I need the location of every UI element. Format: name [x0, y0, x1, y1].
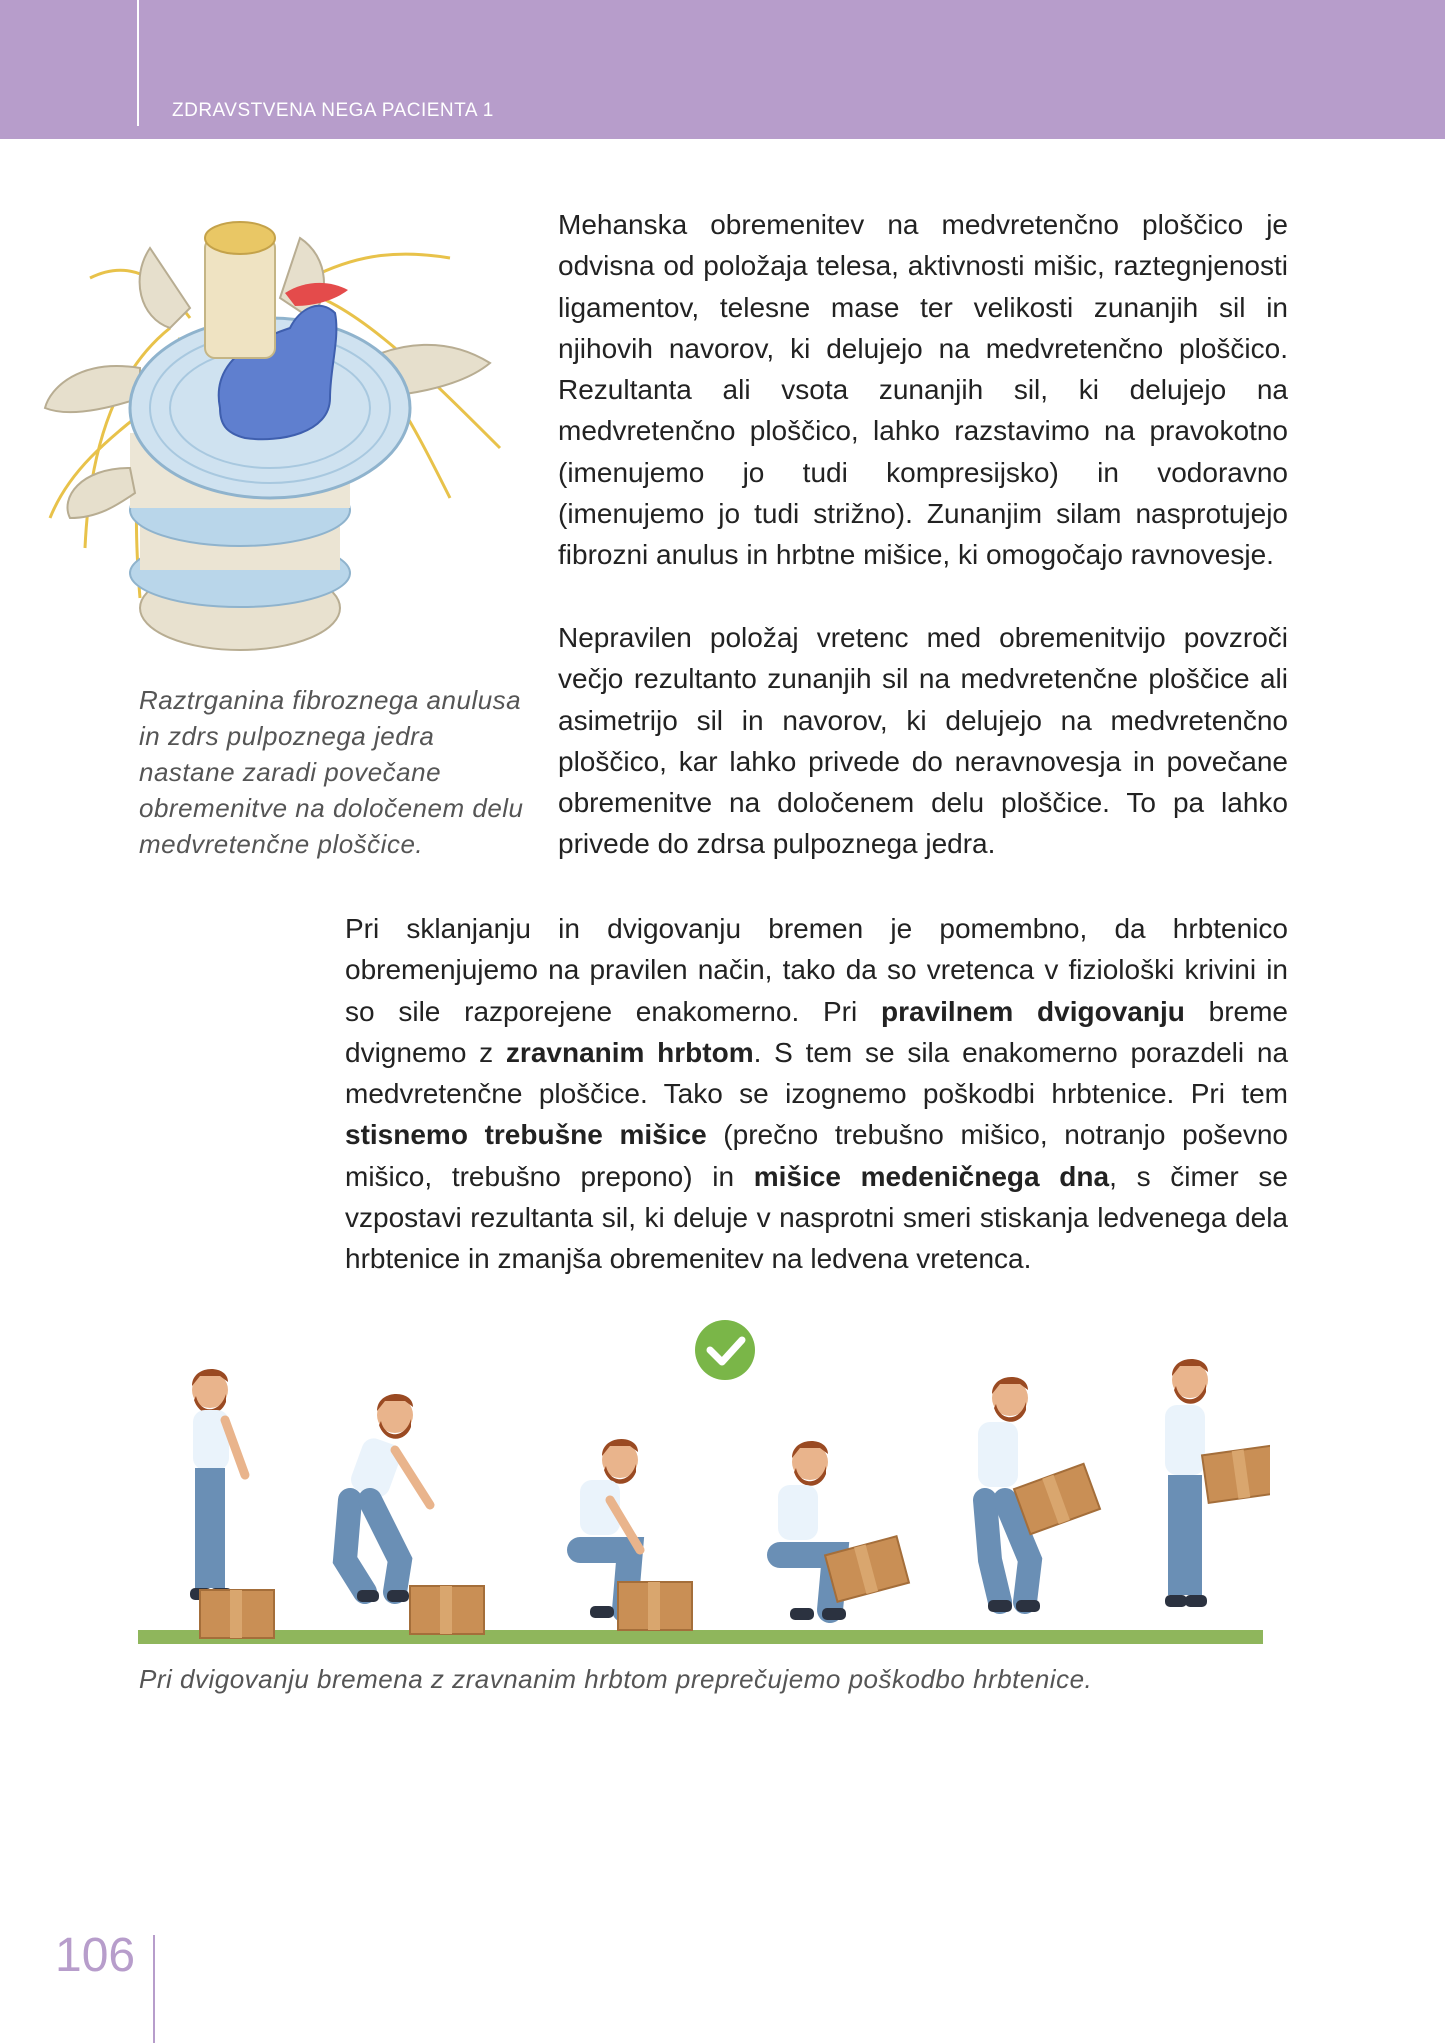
box-5 [1014, 1464, 1100, 1534]
lifting-caption: Pri dvigovanju bremena z zravnanim hrbtom preprečujemo poškodbo hrbtenice. [139, 1664, 1093, 1694]
ground-line [138, 1630, 1263, 1644]
header-title: ZDRAVSTVENA NEGA PACIENTA 1 [172, 100, 494, 121]
footer-divider [153, 1935, 155, 2043]
bold-term: stisnemo trebušne mišice [345, 1119, 707, 1151]
bold-term: mišice medeničnega dna [753, 1160, 1110, 1192]
bold-term: zravnanim hrbtom [505, 1036, 754, 1068]
person-carrying [1165, 1359, 1208, 1607]
page-number: 106 [55, 1929, 136, 1982]
box-6 [1202, 1445, 1270, 1503]
person-bending [345, 1394, 430, 1602]
box-3 [618, 1582, 692, 1630]
header-divider [137, 0, 139, 126]
person-standing [190, 1369, 245, 1600]
spine-caption: Raztrganina fibroznega anulusa in zdrs pulpoznega jedra nastane zaradi povečane obremenitve na določenem delu medvretenčne ploščice. [139, 685, 524, 859]
lifting-sequence-illustration [130, 1310, 1270, 1650]
check-icon [695, 1320, 755, 1380]
paragraph-mechanical-load: Mehanska obremenitev na medvretenčno ploščico je odvisna od položaja telesa, aktivnosti mišic, raztegnjenosti ligamentov, telesne mase ter velikosti zunanjih sil in njihovih navorov, ki delujejo na medvretenčno ploščico. Rezultanta ali vsota zunanjih sil, ki delujejo na medvretenčno ploščico, lahko razstavimo na pravokotno (imenujemo jo tudi kompresijsko) in vodoravno (imenujemo jo tudi strižno). Zunanjim silam nasprotujejo fibrozni anulus in hrbtne mišice, ki omogočajo ravnovesje. [558, 209, 1288, 571]
paragraph-incorrect-position: Nepravilen položaj vretenc med obremenitvijo povzroči večjo rezultanto zunanjih sil na medvretenčne ploščice ali asimetrijo sil in navorov, ki delujejo na medvretenčno ploščico, kar lahko privede do neravnovesja in povečane obremenitve na določenem delu ploščice. To pa lahko privede do zdrsa pulpoznega jedra. [558, 622, 1288, 860]
box-1 [200, 1590, 274, 1638]
spine-illustration [30, 218, 520, 658]
paragraph-proper-lifting: Pri sklanjanju in dvigovanju bremen je pomembno, da hrbtenico obremenjujemo na pravilen način, tako da so vretenca v fiziološki krivini in so sile razporejene enakomerno. Pri pravilnem dvigovanju breme dvignemo z zravnanim hrbtom. S tem se sila enakomerno porazdeli na medvretenčne ploščice. Tako se izognemo poškodbi hrbtenice. Pri tem stisnemo trebušne mišice (prečno trebušno mišico, notranjo poševno mišico, trebušno prepono) in mišice medeničnega dna, s čimer se vzpostavi rezultanta sil, ki deluje v nasprotni smeri stiskanja ledvenega dela hrbtenice in zmanjša obremenitev na ledvena vretenca. [345, 913, 1289, 1275]
bold-term: pravilnem dvigovanju [881, 995, 1185, 1027]
box-2 [410, 1586, 484, 1634]
